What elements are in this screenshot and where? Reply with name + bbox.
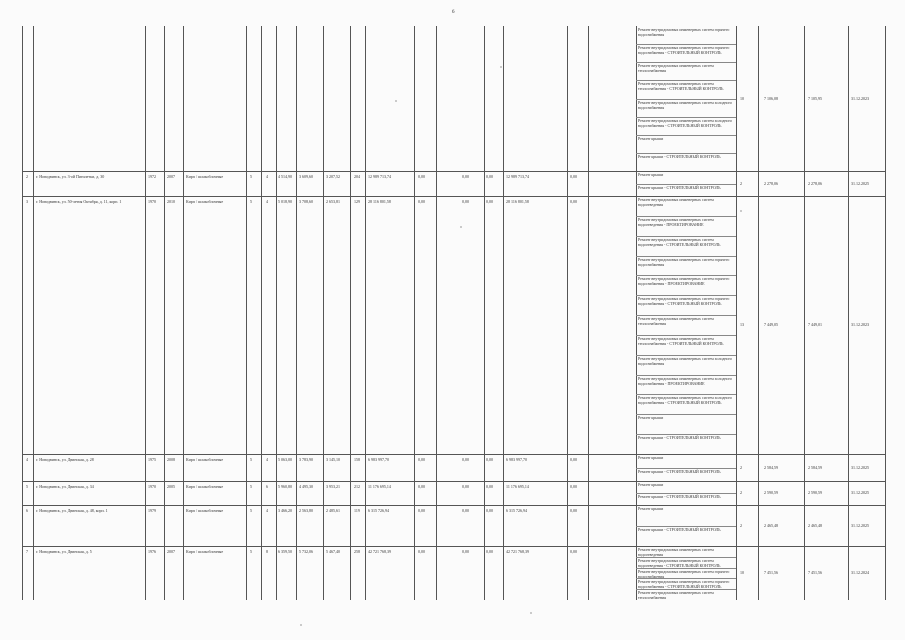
cell-cost-total: 42 721 768,39 [368,549,391,554]
cell-date: 31.12.2023 [851,95,869,101]
cell-price: 2 278,06 [764,180,778,186]
row-rule [22,546,885,547]
work-rule [636,557,736,558]
scan-speck [530,612,532,614]
cell-date: 31.12.2025 [851,490,869,495]
cell-year-built: 1976 [148,549,156,554]
cell-price2: 2 465,48 [808,522,822,528]
cell-v4: 6 315 726,94 [506,508,527,513]
cell-price: 7 449,05 [764,322,778,327]
column-rule [885,26,886,600]
column-rule [503,26,504,600]
column-rule [758,26,759,600]
cell-area-total: 5 960,80 [278,484,292,489]
cell-floors: 5 [250,549,252,554]
work-rule [636,99,736,100]
column-rule [164,26,165,600]
cell-address: г. Новодвинск, ул. 3-ой Пятилетки, д. 30 [36,174,105,179]
column-rule [804,26,805,600]
work-rule [636,153,736,154]
cell-price: 7 106,08 [764,95,778,101]
cell-count: 2 [740,522,742,528]
cell-price: 7 451,56 [764,570,778,575]
cell-date: 31.12.2025 [851,522,869,528]
cell-price2: 2 278,06 [808,180,822,186]
work-rule [636,468,736,469]
row-rule [22,505,885,506]
cell-year-built: 1970 [148,484,156,489]
work-item: Ремонт внутридомовых инженерных систем теплоснабжения - СТРОИТЕЛЬНЫЙ КОНТРОЛЬ [638,81,724,92]
column-rule [145,26,146,600]
work-item: Ремонт крыши [638,506,664,511]
work-item: Ремонт крыши [638,482,664,487]
cell-count: 2 [740,464,742,470]
cell-entrances: 6 [266,484,268,489]
cell-v4: 42 721 768,39 [506,549,529,554]
work-item: Ремонт внутридомовых инженерных систем горячего водоснабжения [638,256,730,267]
cell-date: 31.12.2025 [851,180,869,186]
cell-v3: 0,00 [486,457,493,462]
cell-count: 13 [740,322,744,327]
work-item: Ремонт внутридомовых инженерных систем холодного водоснабжения - СТРОИТЕЛЬНЫЙ КОНТРОЛЬ [638,395,733,406]
column-rule [484,26,485,600]
work-rule [636,315,736,316]
work-rule [636,434,736,435]
cell-floors: 5 [250,174,252,179]
work-item: Ремонт крыши - СТРОИТЕЛЬНЫЙ КОНТРОЛЬ [638,184,721,190]
cell-area-total: 4 514,90 [278,174,292,179]
work-rule [636,493,736,494]
cell-address: г. Новодвинск, ул. Двинская, д. 48, корп. 1 [36,508,108,513]
cell-count: 2 [740,490,742,495]
cell-year-overhaul: 2007 [167,549,175,554]
cell-wall: Кирп / шлакоблочные [186,484,224,489]
cell-v1: 0,00 [418,508,425,513]
cell-residents: 258 [354,549,360,554]
column-rule [350,26,351,600]
cell-area-living: 3 609,60 [299,174,313,179]
column-rule [848,26,849,600]
cell-v4: 12 989 713,74 [506,174,529,179]
cell-v4: 11 176 695,14 [506,484,529,489]
cell-area-living: 3 783,90 [299,457,313,462]
page-number: 6 [452,10,455,15]
cell-entrances: 4 [266,174,268,179]
cell-date: 31.12.2024 [851,570,869,575]
work-item: Ремонт внутридомовых инженерных систем холодного водоснабжения - СТРОИТЕЛЬНЫЙ КОНТРОЛЬ [638,117,733,128]
cell-v5: 0,00 [570,549,577,554]
cell-year-built: 1979 [148,508,156,513]
cell-v1: 0,00 [418,457,425,462]
column-rule [414,26,415,600]
row-rule [22,171,885,172]
cell-area-total: 3 466,20 [278,508,292,513]
cell-price2: 2 590,59 [808,490,822,495]
cell-residents: 158 [354,457,360,462]
cell-date: 31.12.2025 [851,464,869,470]
work-item: Ремонт крыши - СТРОИТЕЛЬНЫЙ КОНТРОЛЬ [638,435,721,441]
cell-v3: 0,00 [486,508,493,513]
work-item: Ремонт крыши [638,415,664,421]
column-rule [636,26,637,600]
work-item: Ремонт внутридомовых инженерных систем водоотведения - СТРОИТЕЛЬНЫЙ КОНТРОЛЬ [638,557,721,568]
scan-speck [395,100,397,102]
cell-cost-total: 6 315 726,94 [368,508,389,513]
cell-n: 7 [26,549,28,554]
work-rule [636,568,736,569]
column-rule [588,26,589,600]
column-rule [246,26,247,600]
work-rule [636,375,736,376]
work-rule [636,275,736,276]
scan-speck [500,66,502,68]
row-rule [22,196,885,197]
cell-year-built: 1975 [148,457,156,462]
column-rule [736,26,737,600]
cell-cost-total: 12 989 713,74 [368,174,391,179]
column-rule [296,26,297,600]
work-item: Ремонт внутридомовых инженерных систем горячего водоснабжения - СТРОИТЕЛЬНЫЙ КОНТРОЛЬ [638,296,730,307]
cell-n: 2 [26,174,28,179]
column-rule [436,26,437,600]
work-item: Ремонт внутридомовых инженерных систем теплоснабжения - СТРОИТЕЛЬНЫЙ КОНТРОЛЬ [638,335,724,346]
cell-v5: 0,00 [570,199,577,204]
cell-v4: 6 983 997,70 [506,457,527,462]
column-rule [365,26,366,600]
cell-n: 5 [26,484,28,489]
cell-area-other: 5 467,40 [326,549,340,554]
cell-year-overhaul: 2008 [167,457,175,462]
cell-v2: 0,00 [462,199,469,204]
cell-n: 6 [26,508,28,513]
work-item: Ремонт крыши [638,172,664,177]
cell-v1: 0,00 [418,199,425,204]
cell-area-other: 3 145,10 [326,457,340,462]
cell-cost-total: 11 176 695,14 [368,484,391,489]
cell-v2: 0,00 [462,549,469,554]
work-item: Ремонт внутридомовых инженерных систем горячего водоснабжения - ПРОЕКТИРОВАНИЕ [638,276,730,287]
cell-area-other: 2 485,61 [326,508,340,513]
work-item: Ремонт внутридомовых инженерных систем теплоснабжения [638,63,714,74]
work-rule [636,135,736,136]
work-rule [636,44,736,45]
work-item: Ремонт внутридомовых инженерных систем водоотведения [638,197,714,207]
work-rule [636,236,736,237]
work-rule [636,335,736,336]
cell-year-overhaul: 2005 [167,484,175,489]
cell-count: 2 [740,180,742,186]
cell-year-overhaul: 2010 [167,199,175,204]
cell-floors: 5 [250,484,252,489]
cell-area-living: 3 708,60 [299,199,313,204]
cell-v5: 0,00 [570,484,577,489]
scan-speck [300,624,302,626]
cell-area-living: 5 732,06 [299,549,313,554]
cell-price2: 7 105,95 [808,95,822,101]
cell-v2: 0,00 [462,484,469,489]
work-item: Ремонт крыши - СТРОИТЕЛЬНЫЙ КОНТРОЛЬ [638,153,721,159]
cell-year-overhaul: 2007 [167,174,175,179]
cell-v3: 0,00 [486,199,493,204]
cell-price: 2 465,48 [764,522,778,528]
column-rule [261,26,262,600]
work-item: Ремонт крыши [638,455,664,460]
work-rule [636,117,736,118]
cell-area-other: 3 207,52 [326,174,340,179]
cell-count: 10 [740,570,744,575]
cell-entrances: 4 [266,457,268,462]
column-rule [276,26,277,600]
cell-price2: 7 451,56 [808,570,822,575]
work-rule [636,62,736,63]
cell-area-total: 5 063,00 [278,457,292,462]
cell-price2: 2 584,59 [808,464,822,470]
work-rule [636,216,736,217]
work-rule [636,355,736,356]
work-item: Ремонт крыши - СТРОИТЕЛЬНЫЙ КОНТРОЛЬ [638,468,721,474]
cell-v4: 28 116 801,58 [506,199,529,204]
cell-year-built: 1972 [148,174,156,179]
cell-v3: 0,00 [486,484,493,489]
cell-price: 2 590,59 [764,490,778,495]
work-item: Ремонт внутридомовых инженерных систем горячего водоснабжения - СТРОИТЕЛЬНЫЙ КОНТРОЛЬ [638,579,730,590]
cell-price2: 7 449,01 [808,322,822,327]
work-item: Ремонт внутридомовых инженерных систем холодного водоснабжения [638,99,733,110]
cell-v3: 0,00 [486,549,493,554]
cell-year-built: 1970 [148,199,156,204]
cell-entrances: 4 [266,199,268,204]
work-item: Ремонт внутридомовых инженерных систем теплоснабжения [638,590,714,600]
cell-v5: 0,00 [570,174,577,179]
cell-wall: Кирп / шлакоблочные [186,199,224,204]
work-item: Ремонт крыши [638,135,664,141]
cell-area-living: 4 495,30 [299,484,313,489]
work-item: Ремонт внутридомовых инженерных систем горячего водоснабжения - СТРОИТЕЛЬНЫЙ КОНТРОЛЬ [638,45,730,56]
work-item: Ремонт внутридомовых инженерных систем холодного водоснабжения [638,355,733,366]
work-item: Ремонт внутридомовых инженерных систем горячего водоснабжения [638,568,730,579]
cell-address: г. Новодвинск, ул. Двинская, д. 34 [36,484,94,489]
cell-floors: 5 [250,199,252,204]
scan-speck [460,226,462,228]
cell-address: г. Новодвинск, ул. 50-летия Октября, д. 11, корп. 1 [36,199,122,204]
work-item: Ремонт внутридомовых инженерных систем водоотведения - ПРОЕКТИРОВАНИЕ [638,216,714,227]
work-rule [636,578,736,579]
row-rule [22,454,885,455]
cell-cost-total: 6 983 997,70 [368,457,389,462]
cell-wall: Кирп / шлакоблочные [186,549,224,554]
cell-v2: 0,00 [462,457,469,462]
cell-v2: 0,00 [462,174,469,179]
cell-v5: 0,00 [570,508,577,513]
cell-v3: 0,00 [486,174,493,179]
cell-area-total: 5 018,90 [278,199,292,204]
cell-wall: Кирп / шлакоблочные [186,508,224,513]
cell-floors: 5 [250,457,252,462]
column-rule [183,26,184,600]
work-rule [636,414,736,415]
work-rule [636,80,736,81]
cell-residents: 129 [354,199,360,204]
cell-address: г. Новодвинск, ул. Двинская, д. 5 [36,549,92,554]
cell-area-other: 3 953,21 [326,484,340,489]
cell-area-total: 6 359,50 [278,549,292,554]
cell-count: 10 [740,95,744,101]
cell-n: 3 [26,199,28,204]
cell-residents: 119 [354,508,360,513]
cell-area-living: 2 563,80 [299,508,313,513]
cell-v2: 0,00 [462,508,469,513]
work-rule [636,184,736,185]
cell-residents: 212 [354,484,360,489]
work-item: Ремонт внутридомовых инженерных систем теплоснабжения [638,316,714,327]
cell-n: 4 [26,457,28,462]
work-item: Ремонт внутридомовых инженерных систем холодного водоснабжения - ПРОЕКТИРОВАНИЕ [638,375,733,386]
cell-floors: 5 [250,508,252,513]
cell-v1: 0,00 [418,174,425,179]
column-rule [323,26,324,600]
column-rule [567,26,568,600]
column-rule [22,26,23,600]
cell-price: 2 584,59 [764,464,778,470]
cell-address: г. Новодвинск, ул. Двинская, д. 28 [36,457,94,462]
work-rule [636,295,736,296]
cell-v5: 0,00 [570,457,577,462]
cell-wall: Кирп / шлакоблочные [186,457,224,462]
cell-cost-total: 28 116 801,58 [368,199,391,204]
row-rule [22,481,885,482]
work-rule [636,394,736,395]
cell-date: 31.12.2023 [851,322,869,327]
work-item: Ремонт внутридомовых инженерных систем водоотведения - СТРОИТЕЛЬНЫЙ КОНТРОЛЬ [638,236,721,247]
work-item: Ремонт крыши - СТРОИТЕЛЬНЫЙ КОНТРОЛЬ [638,494,721,499]
cell-v1: 0,00 [418,484,425,489]
work-item: Ремонт крыши - СТРОИТЕЛЬНЫЙ КОНТРОЛЬ [638,526,721,532]
cell-v1: 0,00 [418,549,425,554]
cell-area-other: 2 653,81 [326,199,340,204]
work-rule [636,256,736,257]
cell-entrances: 4 [266,508,268,513]
column-rule [33,26,34,600]
work-rule [636,589,736,590]
work-rule [636,526,736,527]
cell-wall: Кирп / шлакоблочные [186,174,224,179]
cell-residents: 204 [354,174,360,179]
cell-entrances: 8 [266,549,268,554]
work-item: Ремонт внутридомовых инженерных систем горячего водоснабжения [638,27,730,37]
scan-speck [740,210,742,212]
work-item: Ремонт внутридомовых инженерных систем водоотведения [638,547,714,557]
